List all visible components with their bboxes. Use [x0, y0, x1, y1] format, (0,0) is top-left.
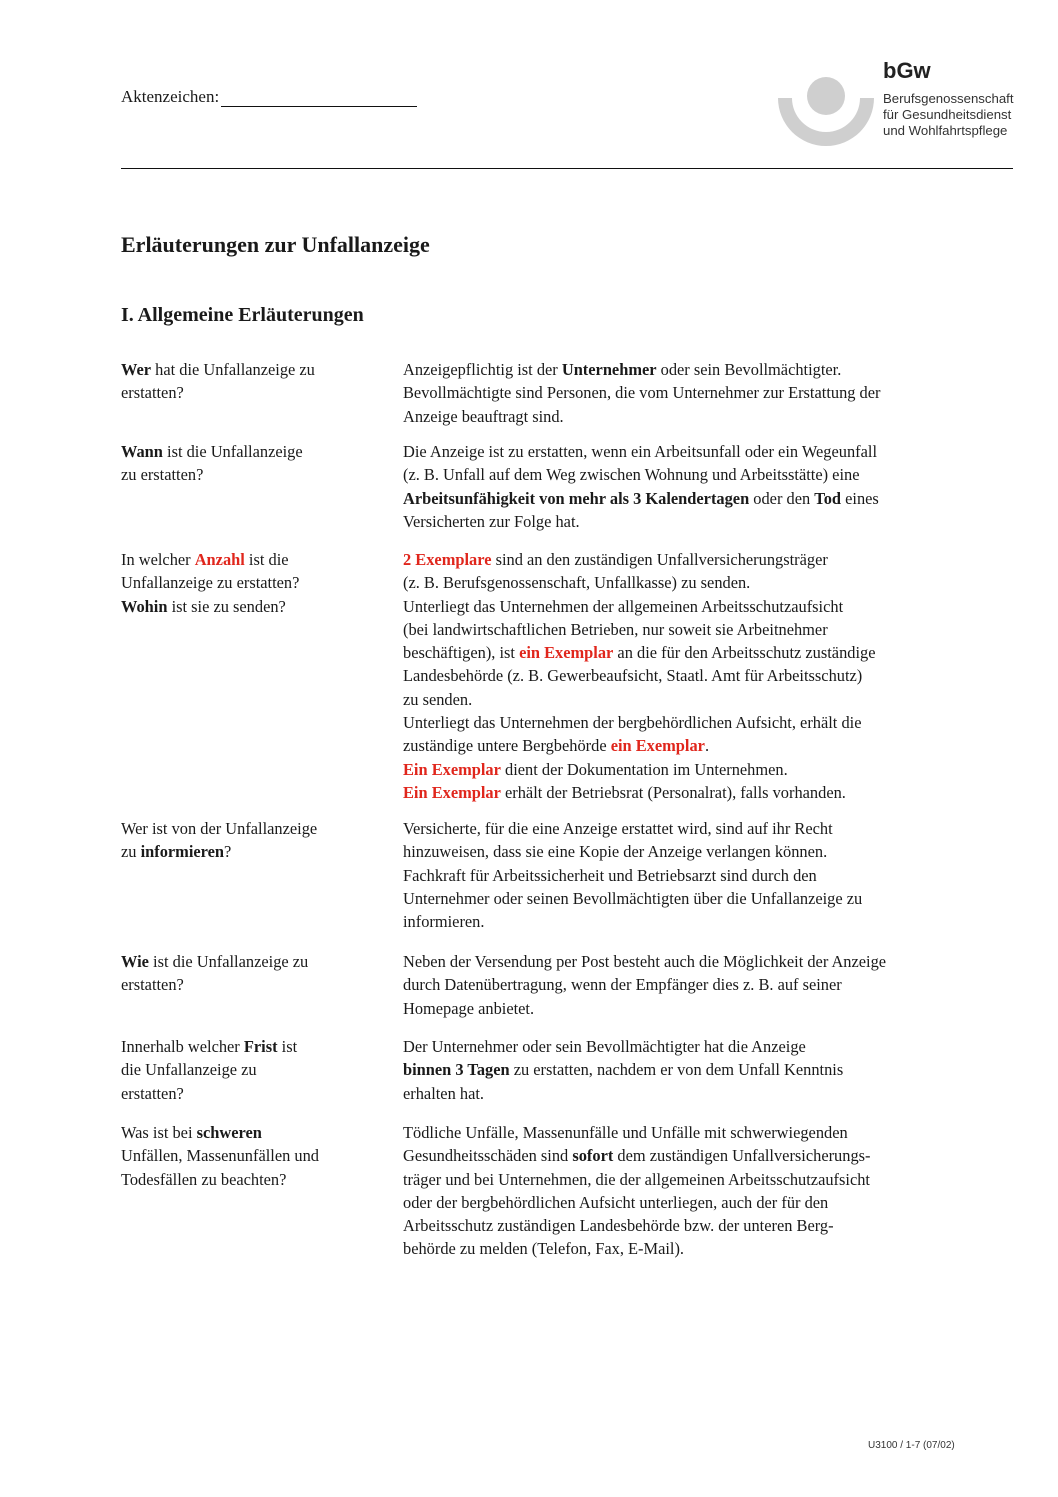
- bgw-emblem-icon: [776, 76, 876, 146]
- text-run: Unfallanzeige zu erstatten?: [121, 573, 300, 593]
- highlight-text: ein Exemplar: [519, 643, 614, 663]
- faq-question: [121, 358, 381, 405]
- text-run: an die für den Arbeitsschutz zuständige: [613, 643, 876, 663]
- text-run: Innerhalb welcher: [121, 1037, 244, 1056]
- bold-text: Wann: [121, 442, 163, 461]
- text-run: Fachkraft für Arbeitssicherheit und Betriebsarzt sind durch den: [403, 865, 817, 885]
- faq-answer: [403, 950, 1003, 1020]
- text-run: zu senden.: [403, 689, 473, 709]
- text-run: erstatten?: [121, 1083, 184, 1103]
- faq-question: [121, 1121, 381, 1191]
- text-run: sind an den zuständigen Unfallversicherungsträger: [491, 550, 828, 569]
- text-run: zu erstatten, nachdem er von dem Unfall Kenntnis: [509, 1060, 844, 1080]
- page-title: Erläuterungen zur Unfallanzeige: [121, 232, 430, 257]
- bold-text: Frist: [243, 1037, 278, 1056]
- text-run: oder der bergbehördlichen Aufsicht unterliegen, auch der für den: [403, 1192, 829, 1212]
- org-line-3: und Wohlfahrtspflege: [883, 123, 1008, 138]
- form-code: U3100 / 1-7 (07/02): [868, 1440, 955, 1451]
- aktenzeichen-field: [121, 84, 417, 107]
- aktenzeichen-input-line[interactable]: [221, 84, 417, 107]
- bgw-logo-text: bGw: [883, 58, 931, 83]
- text-run: Anzeige beauftragt sind.: [403, 406, 564, 426]
- org-name: [883, 91, 1014, 139]
- text-run: informieren.: [403, 912, 485, 932]
- text-run: (bei landwirtschaftlichen Betrieben, nur soweit sie Arbeitnehmer: [403, 619, 828, 639]
- bold-text: informieren: [140, 842, 225, 862]
- header-divider: [121, 168, 1013, 169]
- bgw-logo: [776, 58, 1016, 148]
- faq-answer: [403, 817, 1003, 933]
- text-run: .: [704, 736, 710, 756]
- text-run: behörde zu melden (Telefon, Fax, E-Mail).: [403, 1239, 685, 1259]
- text-run: Arbeitsschutz zuständigen Landesbehörde bzw. der unteren Berg-: [403, 1216, 834, 1236]
- bold-text: binnen 3 Tagen: [403, 1060, 510, 1080]
- faq-question: [121, 440, 381, 487]
- text-run: erhalten hat.: [403, 1083, 485, 1103]
- text-run: In welcher: [121, 550, 195, 569]
- text-run: Unterliegt das Unternehmen der bergbehördlichen Aufsicht, erhält die: [403, 713, 862, 733]
- text-run: erhält der Betriebsrat (Personalrat), falls vorhanden.: [500, 782, 846, 802]
- bold-text: sofort: [572, 1146, 614, 1166]
- faq-answer: [403, 440, 1003, 533]
- text-run: ist die Unfallanzeige: [162, 442, 303, 461]
- text-run: ist die Unfallanzeige zu: [148, 952, 309, 971]
- text-run: Versicherten zur Folge hat.: [403, 511, 580, 531]
- text-run: Versicherte, für die eine Anzeige erstattet wird, sind auf ihr Recht: [403, 819, 833, 838]
- text-run: Landesbehörde (z. B. Gewerbeaufsicht, Staatl. Amt für Arbeitsschutz): [403, 666, 863, 686]
- text-run: ist die: [244, 550, 289, 569]
- text-run: (z. B. Unfall auf dem Weg zwischen Wohnung und Arbeitsstätte) eine: [403, 465, 860, 485]
- text-run: Was ist bei: [121, 1123, 197, 1142]
- text-run: zu erstatten?: [121, 465, 204, 485]
- text-run: Bevollmächtigte sind Personen, die vom Unternehmer zur Erstattung der: [403, 383, 881, 403]
- text-run: Homepage anbietet.: [403, 998, 535, 1018]
- text-run: Unfällen, Massenunfällen und: [121, 1146, 320, 1166]
- text-run: erstatten?: [121, 383, 184, 403]
- text-run: Neben der Versendung per Post besteht auch die Möglichkeit der Anzeige: [403, 952, 887, 971]
- bold-text: Tod: [814, 488, 842, 508]
- text-run: ist sie zu senden?: [167, 596, 286, 616]
- text-run: Unterliegt das Unternehmen der allgemeinen Arbeitsschutzaufsicht: [403, 596, 844, 616]
- highlight-text: Anzahl: [194, 550, 245, 569]
- text-run: oder den: [749, 488, 815, 508]
- text-run: träger und bei Unternehmen, die der allgemeinen Arbeitsschutzaufsicht: [403, 1169, 870, 1189]
- text-run: Anzeigepflichtig ist der: [403, 360, 562, 379]
- faq-question: [121, 950, 381, 997]
- text-run: die Unfallanzeige zu: [121, 1060, 257, 1080]
- bold-text: Arbeitsunfähigkeit von mehr als 3 Kalendertagen: [403, 488, 750, 508]
- faq-answer: [403, 358, 1003, 428]
- text-run: hat die Unfallanzeige zu: [151, 360, 315, 379]
- text-run: ist: [277, 1037, 298, 1056]
- text-run: durch Datenübertragung, wenn der Empfänger dies z. B. auf seiner: [403, 975, 842, 995]
- text-run: zuständige untere Bergbehörde: [403, 736, 611, 756]
- faq-answer: [403, 1035, 1003, 1105]
- faq-question: [121, 817, 381, 864]
- text-run: Der Unternehmer oder sein Bevollmächtigter hat die Anzeige: [403, 1037, 806, 1056]
- text-run: oder sein Bevollmächtigter.: [656, 360, 842, 379]
- text-run: zu: [121, 842, 141, 862]
- bold-text: schweren: [196, 1123, 262, 1142]
- text-run: Unternehmer oder seinen Bevollmächtigten über die Unfallanzeige zu: [403, 888, 863, 908]
- section-title: I. Allgemeine Erläuterungen: [121, 304, 364, 326]
- text-run: ?: [224, 842, 232, 862]
- text-run: eines: [841, 488, 879, 508]
- text-run: Gesundheitsschäden sind: [403, 1146, 573, 1166]
- org-line-1: Berufsgenossenschaft: [883, 91, 1014, 106]
- bold-text: Wer: [121, 360, 152, 379]
- faq-answer: [403, 548, 1003, 804]
- bold-text: Wohin: [121, 596, 168, 616]
- text-run: dient der Dokumentation im Unternehmen.: [500, 759, 788, 779]
- text-run: hinzuweisen, dass sie eine Kopie der Anzeige verlangen können.: [403, 842, 828, 862]
- faq-question: [121, 1035, 381, 1105]
- bold-text: Unternehmer: [561, 360, 657, 379]
- text-run: Wer ist von der Unfallanzeige: [121, 819, 318, 838]
- text-run: dem zuständigen Unfallversicherungs-: [613, 1146, 871, 1166]
- text-run: (z. B. Berufsgenossenschaft, Unfallkasse) zu senden.: [403, 573, 751, 593]
- faq-question: [121, 548, 381, 618]
- highlight-text: 2 Exemplare: [403, 550, 492, 569]
- text-run: erstatten?: [121, 975, 184, 995]
- aktenzeichen-label: Aktenzeichen:: [121, 87, 220, 106]
- bold-text: Wie: [121, 952, 149, 971]
- text-run: Todesfällen zu beachten?: [121, 1169, 287, 1189]
- text-run: beschäftigen), ist: [403, 643, 520, 663]
- highlight-text: Ein Exemplar: [403, 782, 501, 802]
- highlight-text: ein Exemplar: [610, 736, 705, 756]
- highlight-text: Ein Exemplar: [403, 759, 501, 779]
- org-line-2: für Gesundheitsdienst: [883, 107, 1012, 122]
- text-run: Die Anzeige ist zu erstatten, wenn ein Arbeitsunfall oder ein Wegeunfall: [403, 442, 878, 461]
- text-run: Tödliche Unfälle, Massenunfälle und Unfälle mit schwerwiegenden: [403, 1123, 848, 1142]
- faq-answer: [403, 1121, 1003, 1261]
